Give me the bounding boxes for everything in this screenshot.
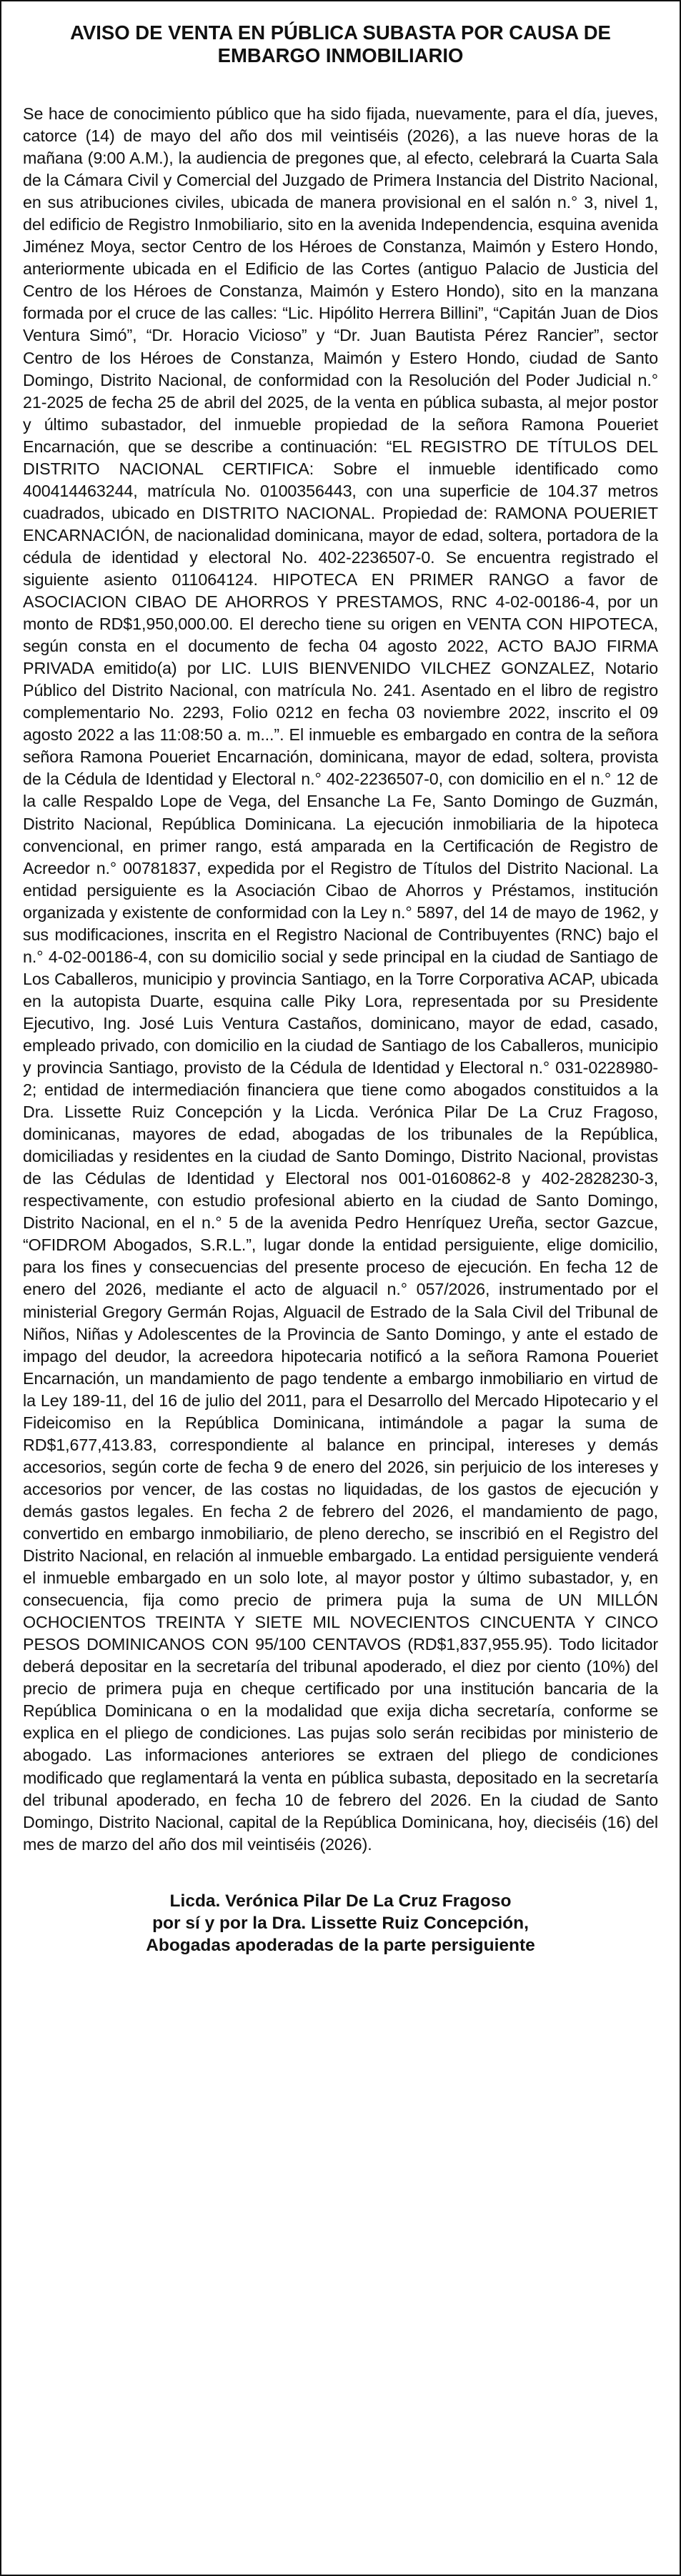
notice-title-line-2: EMBARGO INMOBILIARIO <box>217 44 464 66</box>
notice-body: Se hace de conocimiento público que ha sido fijada, nuevamente, para el día, jueves, catorce (14) de mayo del año dos mil veintiséis (2026), a las nueve horas de la mañana (9:00 A.M.), la audiencia de pregones que, al efecto, celebrará la Cuarta Sala de la Cámara Civil y Comercial del Juzgado de Primera Instancia del Distrito Nacional, en sus atribuciones civiles, ubicada de manera provisional en el salón n.° 3, nivel 1, del edificio de Registro Inmobiliario, sito en la avenida Independencia, esquina avenida Jiménez Moya, sector Centro de los Héroes de Constanza, Maimón y Estero Hondo, anteriormente ubicada en el Edificio de las Cortes (antiguo Palacio de Justicia del Centro de los Héroes de Constanza, Maimón y Estero Hondo), sito en la manzana formada por el cruce de las calles: “Lic. Hipólito Herrera Billini”, “Capitán Juan de Dios Ventura Simó”, “Dr. Horacio Vicioso” y “Dr. Juan Bautista Pérez Rancier”, sector Centro de los Héroes de Constanza, Maimón y Estero Hondo, ciudad de Santo Domingo, Distrito Nacional, de conformidad con la Resolución del Poder Judicial n.° 21-2025 de fecha 25 de abril del 2025, de la venta en pública subasta, al mejor postor y último subastador, del inmueble propiedad de la señora Ramona Poueriet Encarnación, que se describe a continuación: “EL REGISTRO DE TÍTULOS DEL DISTRITO NACIONAL CERTIFICA: Sobre el inmueble identificado como 400414463244, matrícula No. 0100356443, con una superficie de 104.37 metros cuadrados, ubicado en DISTRITO NACIONAL. Propiedad de: RAMONA POUERIET ENCARNACIÓN, de nacionalidad dominicana, mayor de edad, soltera, portadora de la cédula de identidad y electoral No. 402-2236507-0. Se encuentra registrado el siguiente asiento 011064124. HIPOTECA EN PRIMER RANGO a favor de ASOCIACION CIBAO DE AHORROS Y PRESTAMOS, RNC 4-02-00186-4, por un monto de RD$1,950,000.00. El derecho tiene su origen en VENTA CON HIPOTECA, según consta en el documento de fecha 04 agosto 2022, ACTO BAJO FIRMA PRIVADA emitido(a) por LIC. LUIS BIENVENIDO VILCHEZ GONZALEZ, Notario Público del Distrito Nacional, con matrícula No. 241. Asentado en el libro de registro complementario No. 2293, Folio 0212 en fecha 03 noviembre 2022, inscrito el 09 agosto 2022 a las 11:08:50 a. m...”. El inmueble es embargado en contra de la señora señora Ramona Poueriet Encarnación, dominicana, mayor de edad, soltera, provista de la Cédula de Identidad y Electoral n.° 402-2236507-0, con domicilio en el n.° 12 de la calle Respaldo Lope de Vega, del Ensanche La Fe, Santo Domingo de Guzmán, Distrito Nacional, República Dominicana. La ejecución inmobiliaria de la hipoteca convencional, en primer rango, está amparada en la Certificación de Registro de Acreedor n.° 00781837, expedida por el Registro de Títulos del Distrito Nacional. La entidad persiguiente es la Asociación Cibao de Ahorros y Préstamos, institución organizada y existente de conformidad con la Ley n.° 5897, del 14 de mayo de 1962, y sus modificaciones, inscrita en el Registro Nacional de Contribuyentes (RNC) bajo el n.° 4-02-00186-4, con su domicilio social y sede principal en la ciudad de Santiago de Los Caballeros, municipio y provincia Santiago, en la Torre Corporativa ACAP, ubicada en la autopista Duarte, esquina calle Piky Lora, representada por su Presidente Ejecutivo, Ing. José Luis Ventura Castaños, dominicano, mayor de edad, casado, empleado privado, con domicilio en la ciudad de Santiago de los Caballeros, municipio y provincia Santiago, provisto de la Cédula de Identidad y Electoral n.° 031-0228980-2; entidad de intermediación financiera que tiene como abogados constituidos a la Dra. Lissette Ruiz Concepción y la Licda. Verónica Pilar De La Cruz Fragoso, dominicanas, mayores de edad, abogadas de los tribunales de la República, domiciliadas y residentes en la ciudad de Santo Domingo, Distrito Nacional, provistas de las Cédulas de Identidad y Electoral nos 001-0160862-8 y 402-2828230-3, respectivamente, con estudio profesional abierto en la ciudad de Santo Domingo, Distrito Nacional, en el n.° 5 de la avenida Pedro Henríquez Ureña, sector Gazcue, “OFIDROM Abogados, S.R.L.”, lugar donde la entidad persiguiente, elige domicilio, para los fines y consecuencias del presente proceso de ejecución. En fecha 12 de enero del 2026, mediante el acto de alguacil n.° 057/2026, instrumentado por el ministerial Gregory Germán Rojas, Alguacil de Estrado de la Sala Civil del Tribunal de Niños, Niñas y Adolescentes de la Provincia de Santo Domingo, y ante el estado de impago del deudor, la acreedora hipotecaria notificó a la señora Ramona Poueriet Encarnación, un mandamiento de pago tendente a embargo inmobiliario en virtud de la Ley 189-11, del 16 de julio del 2011, para el Desarrollo del Mercado Hipotecario y el Fideicomiso en la República Dominicana, intimándole a pagar la suma de RD$1,677,413.83, correspondiente al balance en principal, intereses y demás accesorios, según corte de fecha 9 de enero del 2026, sin perjuicio de los intereses y accesorios por vencer, de las costas no liquidadas, de los gastos de ejecución y demás gastos legales. En fecha 2 de febrero del 2026, el mandamiento de pago, convertido en embargo inmobiliario, de pleno derecho, se inscribió en el Registro del Distrito Nacional, en relación al inmueble embargado. La entidad persiguiente venderá el inmueble embargado en un solo lote, al mayor postor y último subastador, y, en consecuencia, fija como precio de primera puja la suma de UN MILLÓN OCHOCIENTOS TREINTA Y SIETE MIL NOVECIENTOS CINCUENTA Y CINCO PESOS DOMINICANOS CON 95/100 CENTAVOS (RD$1,837,955.95). Todo licitador deberá depositar en la secretaría del tribunal apoderado, el diez por ciento (10%) del precio de primera puja en cheque certificado por una institución bancaria de la República Dominicana o en la modalidad que exija dicha secretaría, conforme se explica en el pliego de condiciones. Las pujas solo serán recibidas por ministerio de abogado. Las informaciones anteriores se extraen del pliego de condiciones modificado que reglamentará la venta en pública subasta, depositado en la secretaría del tribunal apoderado, en fecha 10 de febrero del 2026. En la ciudad de Santo Domingo, Distrito Nacional, capital de la República Dominicana, hoy, dieciséis (16) del mes de marzo del año dos mil veintiséis (2026). <box>23 104 658 1854</box>
signature-line-2: por sí y por la Dra. Lissette Ruiz Concepción, <box>152 1913 529 1933</box>
notice-title-line-1: AVISO DE VENTA EN PÚBLICA SUBASTA POR CAUSA DE <box>70 21 611 44</box>
signature-block <box>23 1890 658 1956</box>
notice-title <box>23 21 658 67</box>
signature-line-1: Licda. Verónica Pilar De La Cruz Fragoso <box>169 1891 512 1911</box>
signature-line-3: Abogadas apoderadas de la parte persiguiente <box>146 1935 535 1955</box>
